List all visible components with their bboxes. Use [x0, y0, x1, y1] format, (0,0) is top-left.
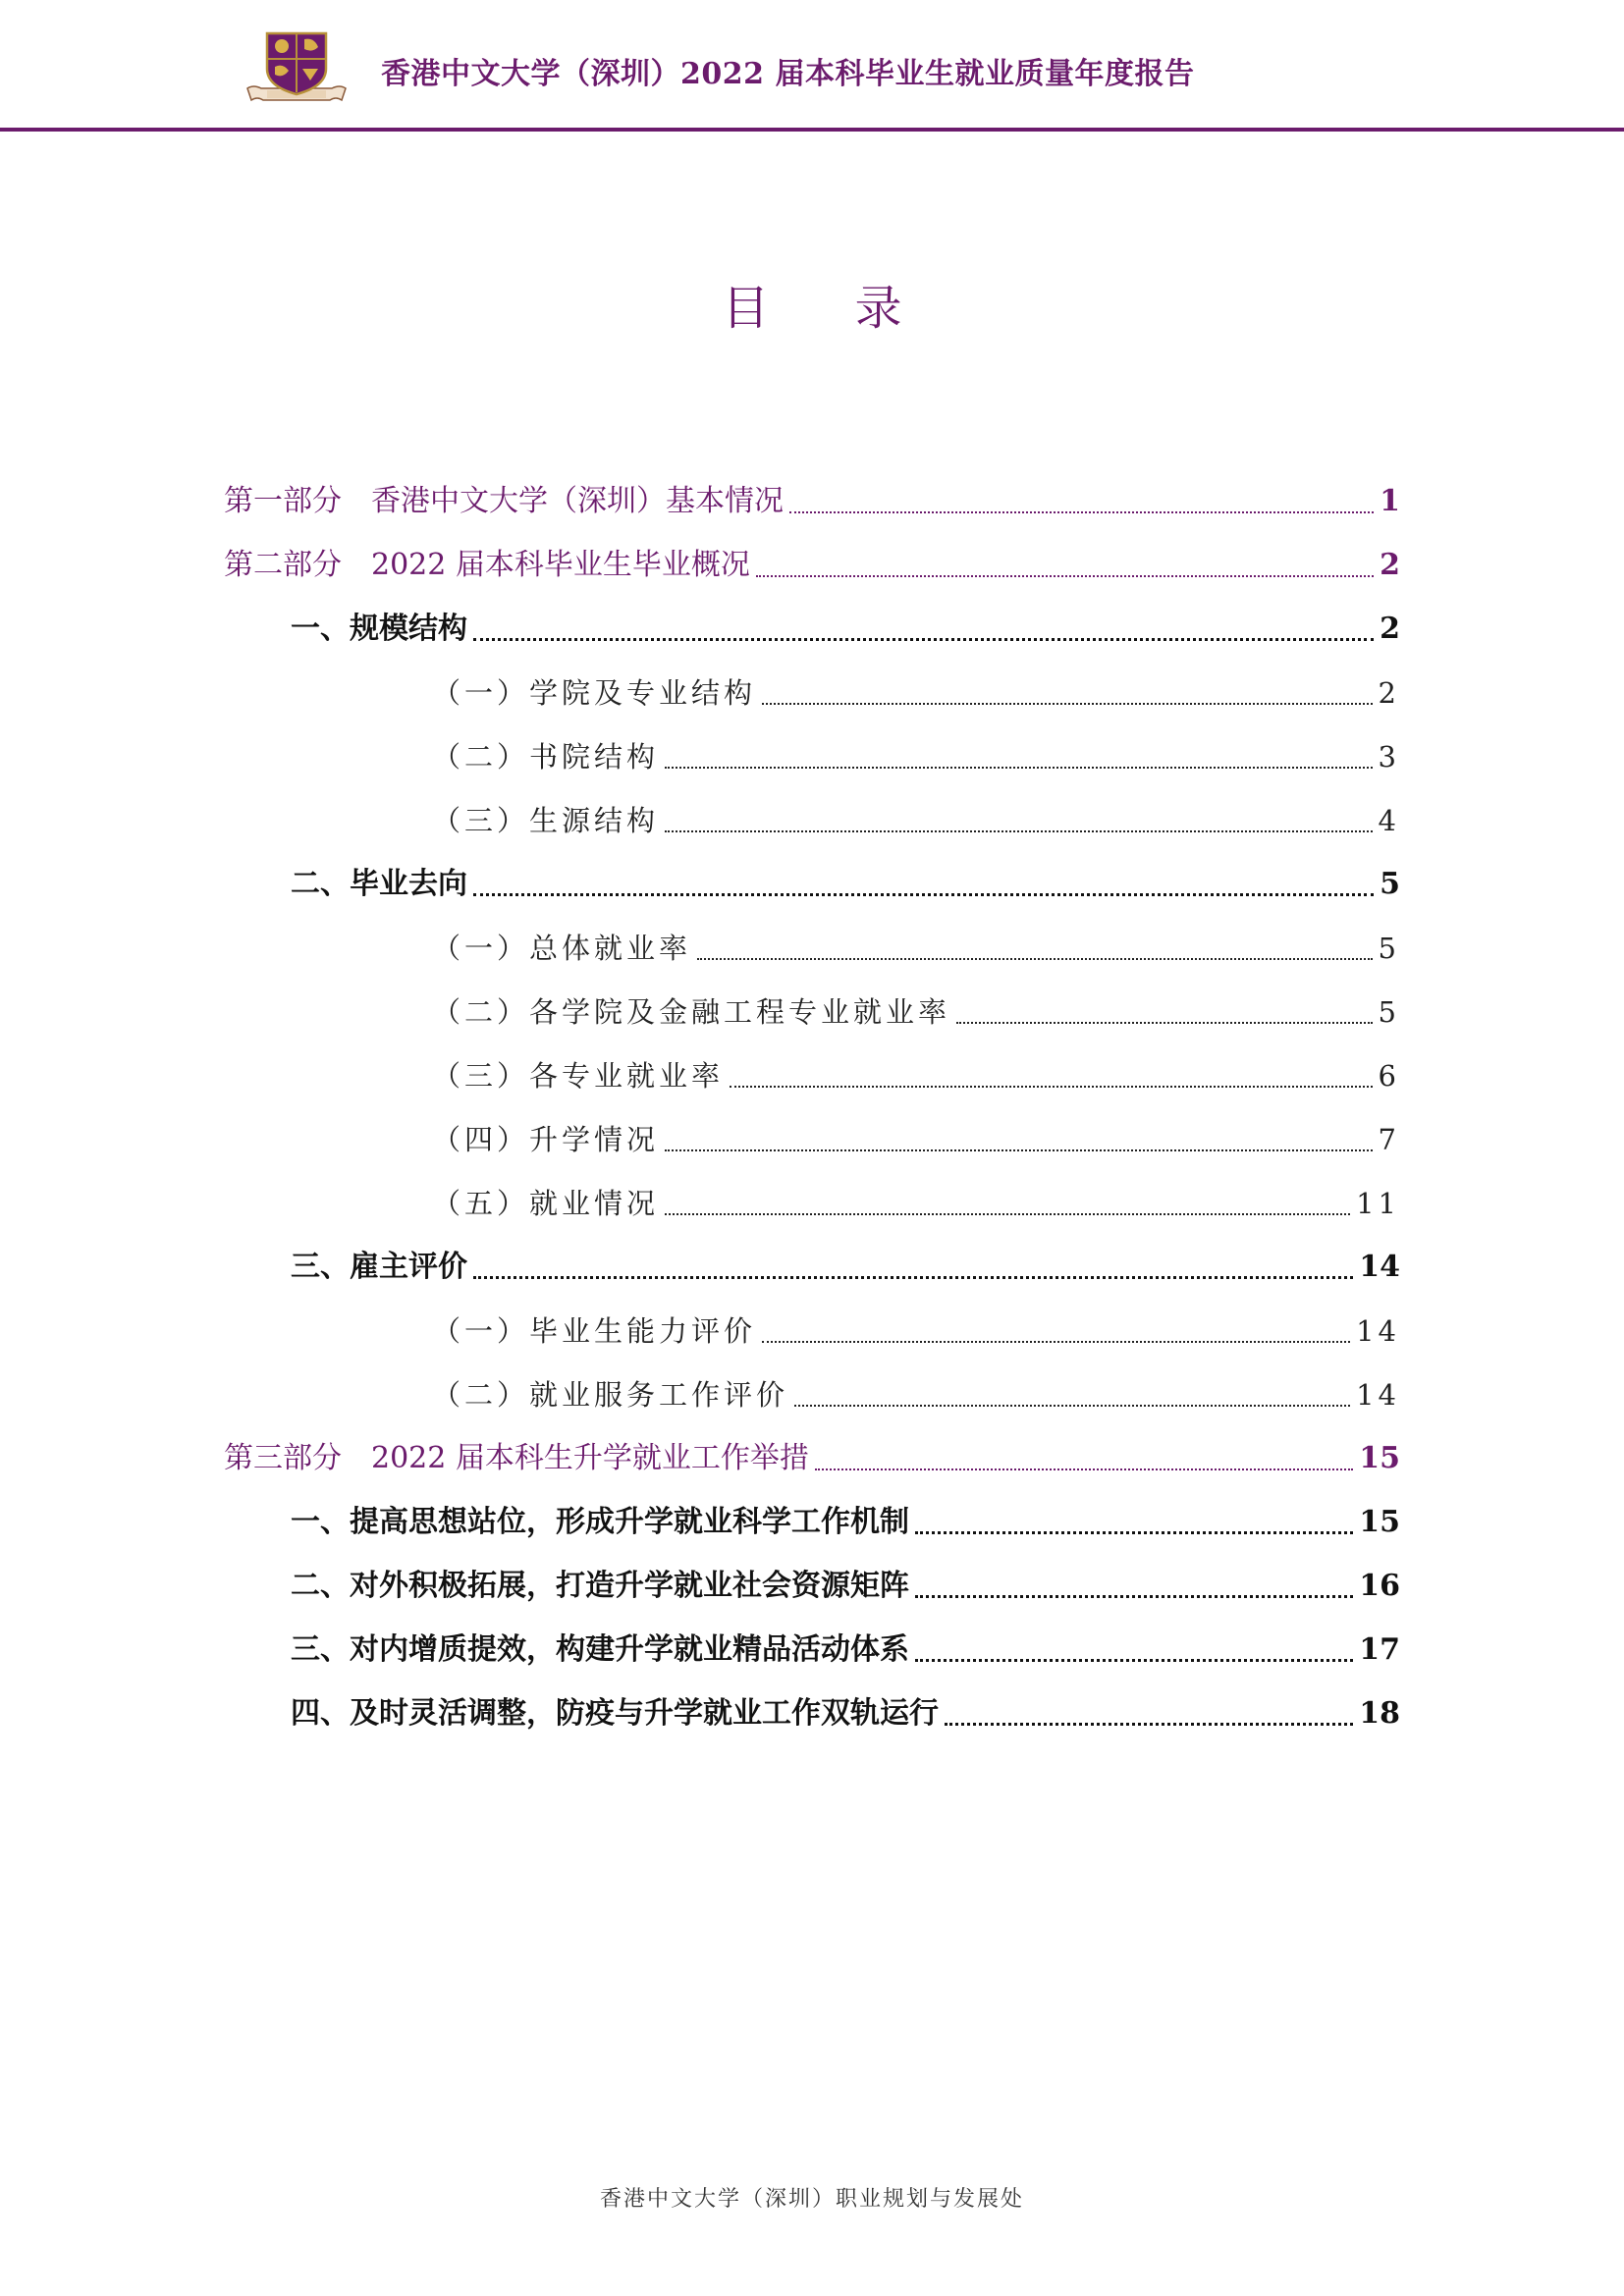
page-footer: 香港中文大学（深圳）职业规划与发展处	[599, 2187, 1024, 2212]
dot-leader	[665, 798, 1373, 843]
toc-entry-label: 一、规模结构	[291, 612, 467, 646]
dot-leader	[665, 1181, 1350, 1226]
dot-leader	[665, 1117, 1373, 1162]
toc-entry-label: 一、提高思想站位，形成升学就业科学工作机制	[291, 1505, 909, 1539]
toc-entry-label: （三）各专业就业率	[432, 1059, 725, 1093]
dot-leader	[730, 1053, 1373, 1098]
toc-entry-label: 二、毕业去向	[291, 867, 467, 901]
toc-entry-page: 15	[1359, 1505, 1400, 1539]
dot-leader	[762, 670, 1373, 716]
toc-entry[interactable]	[224, 543, 1400, 588]
toc-entry[interactable]	[291, 1564, 1400, 1609]
university-crest-icon	[244, 29, 350, 110]
toc-entry[interactable]	[291, 1245, 1400, 1290]
toc-entry-label: （二）就业服务工作评价	[432, 1378, 789, 1412]
toc-entry-label: 二、对外积极拓展，打造升学就业社会资源矩阵	[291, 1569, 909, 1603]
toc-entry-label: 第二部分 2022 届本科毕业生毕业概况	[224, 548, 750, 582]
dot-leader	[915, 1564, 1353, 1609]
toc-entry[interactable]	[224, 1436, 1400, 1481]
toc-entry[interactable]	[432, 989, 1400, 1035]
toc-entry-page: 3	[1378, 740, 1400, 774]
page-header	[0, 0, 1624, 133]
toc-entry[interactable]	[432, 1117, 1400, 1162]
toc-entry-page: 14	[1359, 1250, 1400, 1284]
toc-entry-page: 16	[1359, 1569, 1400, 1603]
toc-entry[interactable]	[291, 1628, 1400, 1673]
toc-entry-page: 2	[1378, 676, 1400, 710]
toc-entry-label: （一）学院及专业结构	[432, 676, 757, 710]
toc-entry-label: 第三部分 2022 届本科生升学就业工作举措	[224, 1441, 809, 1475]
dot-leader	[945, 1691, 1353, 1736]
toc-entry[interactable]	[432, 670, 1400, 716]
toc-entry-label: （二）各学院及金融工程专业就业率	[432, 995, 951, 1029]
toc-entry-label: （二）书院结构	[432, 740, 660, 774]
toc-entry[interactable]	[432, 1181, 1400, 1226]
dot-leader	[665, 734, 1373, 779]
toc-entry[interactable]	[224, 479, 1400, 524]
toc-entry[interactable]	[432, 1308, 1400, 1354]
toc-entry-page: 4	[1378, 804, 1400, 837]
toc-entry-page: 18	[1359, 1696, 1400, 1731]
toc-entry[interactable]	[291, 607, 1400, 652]
toc-entry-label: （四）升学情况	[432, 1123, 660, 1156]
toc-entry-page: 2	[1380, 548, 1400, 582]
toc-entry-label: 第一部分 香港中文大学（深圳）基本情况	[224, 484, 784, 518]
dot-leader	[915, 1628, 1353, 1673]
toc-entry-page: 15	[1359, 1441, 1400, 1475]
toc-entry-label: （一）总体就业率	[432, 932, 692, 965]
toc-entry[interactable]	[432, 1053, 1400, 1098]
toc-entry-page: 7	[1378, 1123, 1400, 1156]
dot-leader	[697, 926, 1373, 971]
dot-leader	[794, 1372, 1350, 1417]
toc-entry-label: 三、对内增质提效，构建升学就业精品活动体系	[291, 1632, 909, 1667]
dot-leader	[756, 543, 1374, 588]
dot-leader	[956, 989, 1373, 1035]
toc-entry[interactable]	[432, 798, 1400, 843]
toc-entry-label: 四、及时灵活调整，防疫与升学就业工作双轨运行	[291, 1696, 939, 1731]
toc-entry-page: 5	[1378, 995, 1400, 1029]
toc-entry-page: 11	[1356, 1187, 1400, 1220]
toc-heading: 目 录	[722, 281, 938, 336]
dot-leader	[473, 1245, 1353, 1290]
toc-entry[interactable]	[432, 926, 1400, 971]
report-title: 香港中文大学（深圳）2022 届本科毕业生就业质量年度报告	[381, 57, 1195, 91]
toc-entry-label: （五）就业情况	[432, 1187, 660, 1220]
header-divider	[0, 128, 1624, 132]
toc-entry-page: 5	[1380, 867, 1400, 901]
toc-entry[interactable]	[291, 862, 1400, 907]
dot-leader	[789, 479, 1374, 524]
dot-leader	[915, 1500, 1353, 1545]
toc-entry[interactable]	[432, 1372, 1400, 1417]
dot-leader	[473, 607, 1374, 652]
toc-entry-page: 14	[1356, 1314, 1400, 1348]
toc-entry-page: 1	[1380, 484, 1400, 518]
toc-entry-page: 17	[1359, 1632, 1400, 1667]
toc-entry-label: （一）毕业生能力评价	[432, 1314, 757, 1348]
toc-entry-page: 5	[1378, 932, 1400, 965]
toc-entry-page: 2	[1380, 612, 1400, 646]
toc-entry[interactable]	[432, 734, 1400, 779]
dot-leader	[762, 1308, 1350, 1354]
toc-entry[interactable]	[291, 1691, 1400, 1736]
toc-entry[interactable]	[291, 1500, 1400, 1545]
dot-leader	[815, 1436, 1353, 1481]
toc-entry-page: 6	[1378, 1059, 1400, 1093]
toc-entry-label: （三）生源结构	[432, 804, 660, 837]
toc-entry-label: 三、雇主评价	[291, 1250, 467, 1284]
toc-entry-page: 14	[1356, 1378, 1400, 1412]
dot-leader	[473, 862, 1374, 907]
